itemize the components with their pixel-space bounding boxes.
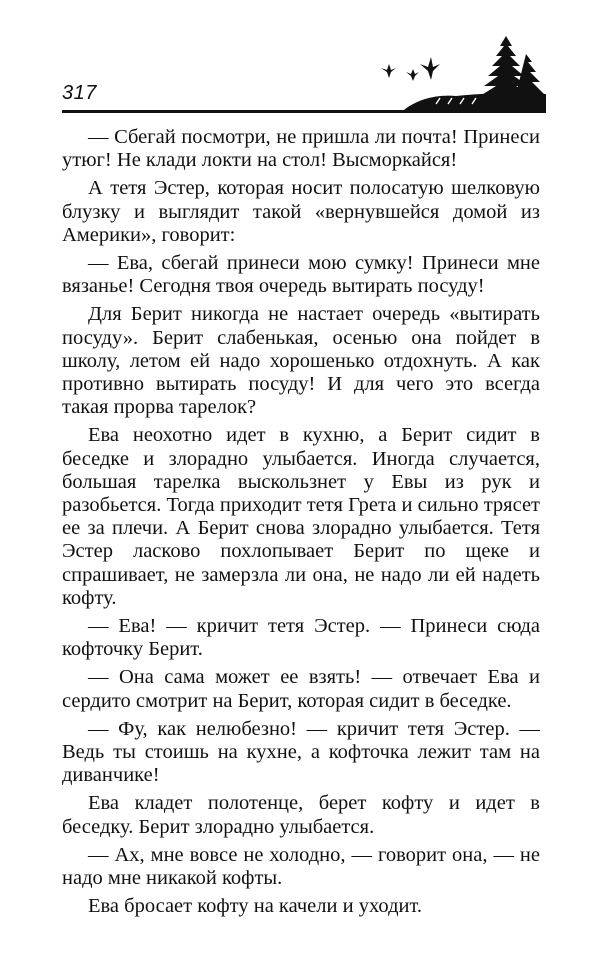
paragraph: Ева неохотно идет в кухню, а Берит сидит в беседке и злорадно улыбается. Иногда случается, большая тарелка выскользнет у Евы из рук и разобьется. Тогда приходит тетя Грета и сильно трясет ее за плечи. А Берит снова злорадно улыбается. Тетя Эстер ласково похлопывает Берит по щеке и спрашивает, не замерзла ли она, не надо ли ей надеть кофту. <box>62 424 540 609</box>
paragraph: Ева бросает кофту на качели и уходит. <box>88 895 423 918</box>
paragraph: Для Берит никогда не настает очередь «вытирать посуду». Берит слабенькая, осенью она пойдет в школу, летом ей надо хорошенько отдохнуть. А как противно вытирать посуду! И для чего это всегда такая прорва тарелок? <box>62 303 540 419</box>
paragraph: — Ева, сбегай принеси мою сумку! Принеси мне вязанье! Сегодня твоя очередь вытирать посуду! <box>62 252 540 298</box>
paragraph: — Она сама может ее взять! — отвечает Ева и сердито смотрит на Берит, которая сидит в беседке. <box>62 666 540 712</box>
paragraph: — Сбегай посмотри, не пришла ли почта! Принеси утюг! Не клади локти на стол! Высморкайся! <box>62 126 540 172</box>
paragraph: Ева кладет полотенце, берет кофту и идет в беседку. Берит злорадно улыбается. <box>62 792 540 838</box>
paragraph: — Фу, как нелюбезно! — кричит тетя Эстер. — Ведь ты стоишь на кухне, а кофточка лежит там на диванчике! <box>62 717 540 787</box>
page-body <box>62 126 540 924</box>
page-header <box>62 34 546 114</box>
paragraph: — Ах, мне вовсе не холодно, — говорит она, — не надо мне никакой кофты. <box>62 843 540 890</box>
paragraph: — Ева! — кричит тетя Эстер. — Принеси сюда кофточку Берит. <box>62 615 540 661</box>
page-number: 317 <box>62 82 97 104</box>
paragraph: А тетя Эстер, которая носит полосатую шелковую блузку и выглядит такой «вернувшейся домой из Америки», говорит: <box>62 177 540 246</box>
header-rule <box>62 110 546 113</box>
birds-and-pine-tree-icon <box>376 34 546 112</box>
